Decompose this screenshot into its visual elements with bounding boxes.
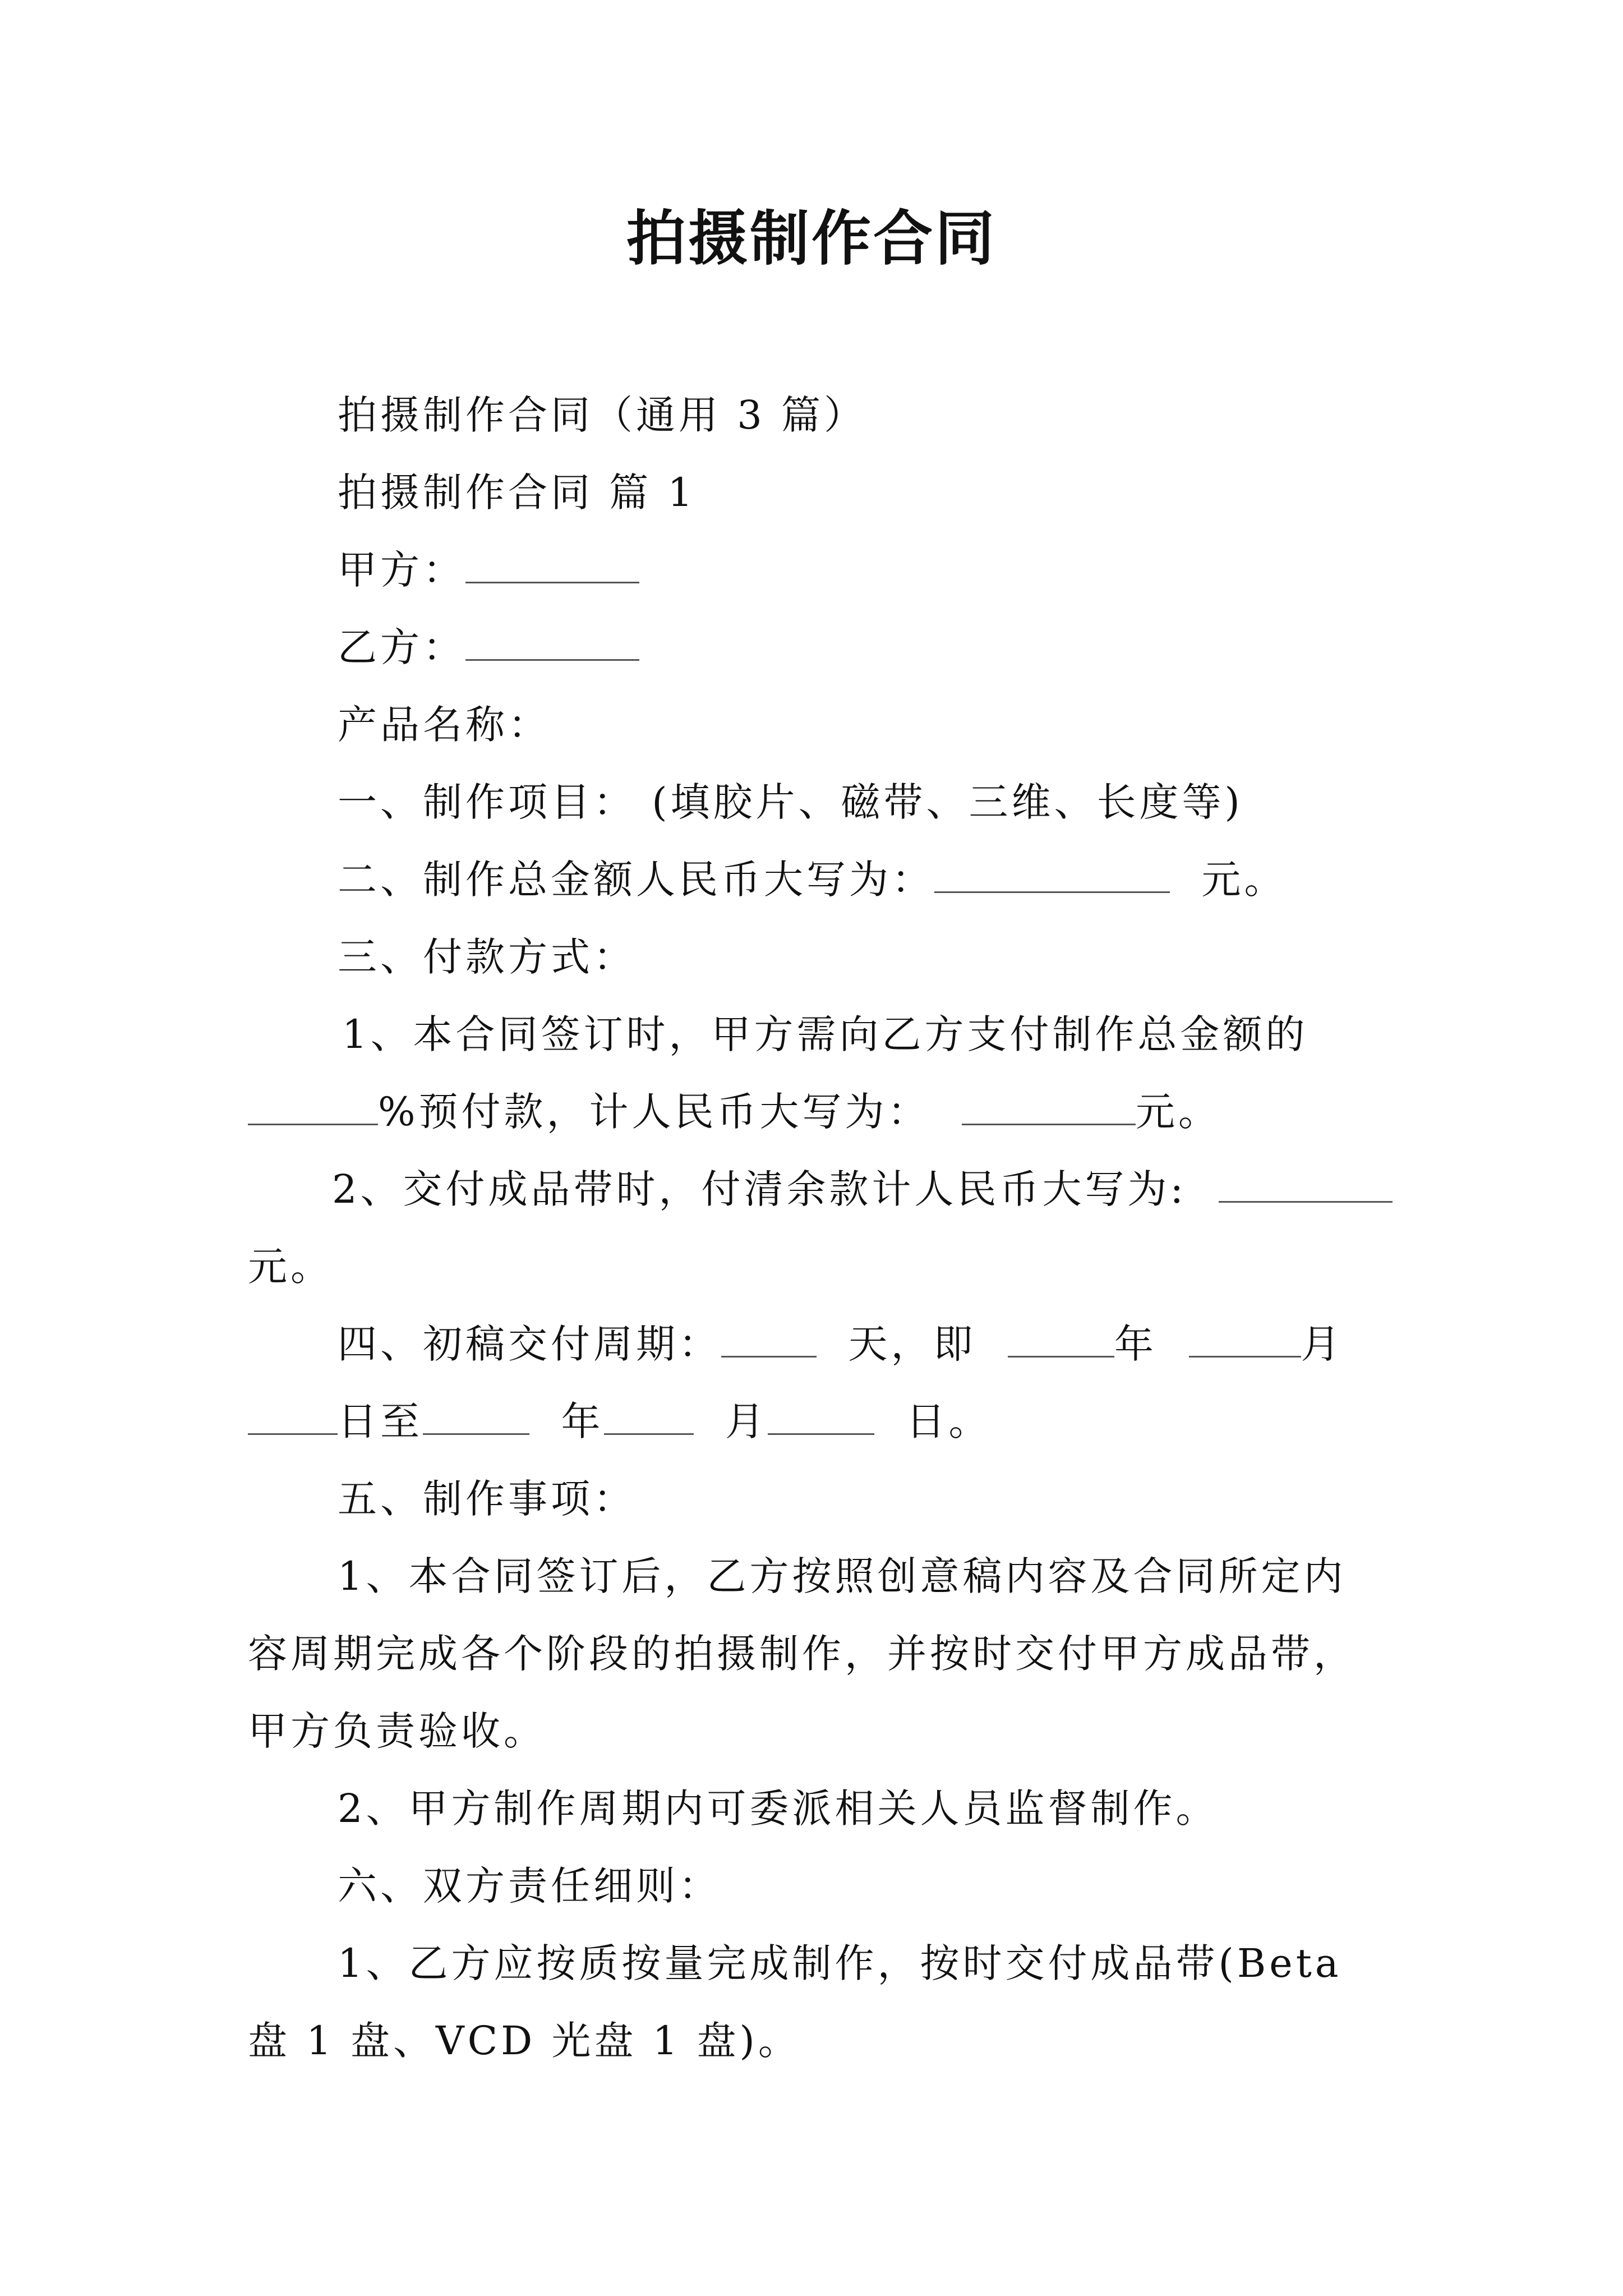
product-name-label: 产品名称： [338, 702, 551, 748]
start-month-unit: 月 [1301, 1321, 1344, 1367]
prepay-unit: 元。 [1136, 1089, 1221, 1135]
clause-2-line [338, 852, 1287, 908]
clause-2-unit: 元。 [1201, 857, 1287, 903]
responsibility-1-line-1: 1、乙方应按质按量完成制作，按时交付成品带(Beta [338, 1940, 1342, 1986]
clause-5: 五、制作事项： [338, 1476, 636, 1522]
prepay-amount-blank[interactable] [962, 1089, 1136, 1125]
clause-3: 三、付款方式： [338, 934, 636, 980]
payment-2-text: 2、交付成品带时，付清余款计人民币大写为: [332, 1166, 1187, 1212]
draft-days-blank[interactable] [721, 1321, 817, 1358]
end-day-blank[interactable] [768, 1398, 874, 1435]
heading-general: 拍摄制作合同（通用 3 篇） [338, 392, 867, 438]
party-a-blank[interactable] [465, 547, 639, 583]
prepay-text: %预付款，计人民币大写为： [378, 1089, 930, 1135]
payment-2-line-2: 元。 [248, 1244, 333, 1290]
party-b-blank[interactable] [465, 624, 639, 661]
start-day-blank[interactable] [248, 1398, 338, 1435]
party-b-line [338, 619, 639, 675]
responsibility-1-line-2: 盘 1 盘、VCD 光盘 1 盘)。 [248, 2018, 801, 2064]
days-unit: 天，即 [848, 1321, 976, 1367]
document-title: 拍摄制作合同 [626, 203, 997, 273]
production-2: 2、甲方制作周期内可委派相关人员监督制作。 [338, 1786, 1219, 1832]
party-a-label: 甲方： [338, 547, 465, 593]
start-month-blank[interactable] [1189, 1321, 1301, 1358]
start-year-blank[interactable] [1008, 1321, 1114, 1358]
total-amount-blank[interactable] [934, 857, 1170, 893]
end-year-unit: 年 [561, 1398, 604, 1444]
clause-6: 六、双方责任细则： [338, 1863, 721, 1909]
party-b-label: 乙方： [338, 624, 465, 670]
clause-4-line-1 [338, 1316, 1344, 1372]
production-1-line-2: 容周期完成各个阶段的拍摄制作，并按时交付甲方成品带， [248, 1631, 1356, 1677]
payment-2-line-1 [332, 1161, 1393, 1217]
end-day-unit: 日。 [906, 1398, 992, 1444]
start-year-unit: 年 [1114, 1321, 1158, 1367]
production-1-line-3: 甲方负责验收。 [248, 1708, 546, 1754]
heading-part-1: 拍摄制作合同 篇 1 [338, 470, 697, 516]
end-month-unit: 月 [725, 1398, 768, 1444]
balance-amount-blank[interactable] [1219, 1166, 1393, 1203]
clause-2-text: 二、制作总金额人民币大写为： [338, 857, 934, 903]
clause-1: 一、制作项目： (填胶片、磁带、三维、长度等) [338, 779, 1243, 825]
clause-4-line-2 [248, 1393, 992, 1450]
prepay-percent-blank[interactable] [248, 1089, 378, 1125]
day-to-unit: 日至 [338, 1398, 423, 1444]
end-month-blank[interactable] [604, 1398, 694, 1435]
production-1-line-1: 1、本合同签订后，乙方按照创意稿内容及合同所定内 [338, 1553, 1347, 1599]
end-year-blank[interactable] [423, 1398, 529, 1435]
payment-1-line-1: 1、本合同签订时，甲方需向乙方支付制作总金额的 [342, 1011, 1308, 1057]
clause-4-text: 四、初稿交付周期： [338, 1321, 721, 1367]
payment-1-line-2 [248, 1084, 1221, 1140]
party-a-line [338, 542, 639, 598]
